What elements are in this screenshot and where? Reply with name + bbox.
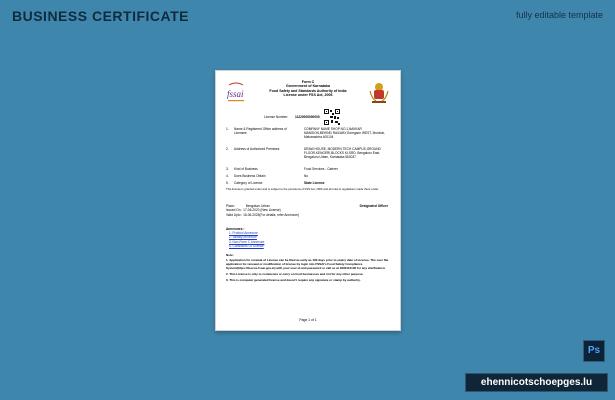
photoshop-icon: Ps (583, 340, 605, 362)
valid-upto: Valid Upto : 16-06-2025(For details, refer Annexure) (226, 212, 300, 217)
row-number: 2. (226, 147, 229, 151)
state-emblem-icon (368, 81, 390, 105)
page-number: Page 1 of 1 (299, 318, 317, 322)
notes-block (226, 254, 390, 282)
row-value: Food Services - Caterer (304, 167, 338, 171)
row-value: DRAW HOUSE, MODERN TECH CAMPUS,GROUND FLOOR,KENGERI,BLOCKS KLSRD, Bengaluru East, Bengaluru Urban, Karnataka 560037 (304, 147, 381, 159)
annexure-link-validity[interactable]: 2. Validity Annexure (229, 235, 257, 240)
annexure-title: Annexures : (226, 227, 245, 231)
row-number: 3. (226, 167, 229, 171)
row-label: Address of Authorized Premises (234, 147, 280, 151)
issued-on: Issued On : 17-06-2020 (New License) (226, 208, 281, 213)
license-number-label: License Number: (264, 115, 289, 119)
note-item: 1. Application for renewal of License can be filed as early as 180 days prior to expiry date of License. The user file application for renewal or modification of license by login into FSSAI's Food Safety Compliance System(https://foscos.fssai.gov.in) with your user id and password or call us at 1800112100 for any clarification. (226, 257, 389, 270)
page-title: BUSINESS CERTIFICATE (12, 8, 189, 24)
annexure-link-non-form-c[interactable]: 3. Non-Form C Annexure (229, 239, 265, 244)
annexure-list (226, 227, 264, 248)
document-header (250, 80, 366, 98)
form-title: Form C (301, 80, 315, 84)
note-item: 3. This is computer generated license and doesn't require any signature or stamp by authority. (226, 277, 361, 282)
row-number: 1. (226, 127, 229, 131)
row-label: Name & Registered Office address of Licensee (234, 127, 287, 135)
place-block (226, 204, 299, 217)
place-label: Place: (226, 204, 235, 208)
svg-text:fssai: fssai (227, 89, 244, 99)
notes-title: Note: (226, 253, 234, 257)
authority-name: Food Safety and Standards Authority of India (269, 88, 347, 93)
page-subtitle: fully editable template (515, 10, 603, 20)
row-label: Category of License (234, 181, 263, 185)
note-item: 2. This License is only to commence or carry on food businesses and not for any other purpose. (226, 271, 364, 276)
row-label: Does Business Obtain (234, 174, 266, 178)
license-number: 11220000000000 (295, 115, 320, 119)
license-act: License under FSS Act, 2006 (283, 93, 333, 98)
row-value: COMPANY NAME SHOP NO.1,NAVKAR MANSION,BEHIND RAILWAY,Goregaon WEST, Mumbai, Maharashtra 400104 (304, 127, 385, 139)
license-number-row (264, 115, 320, 119)
place-value: Bengaluru Urban (245, 204, 270, 208)
qr-code-icon (324, 109, 340, 125)
conformance-note: This license is granted under and is subject to the provisions of FSS Act, 2006 and all rules & regulations made there under. (226, 187, 379, 191)
annexure-link-conditions[interactable]: 4. Conditions Of License (229, 243, 264, 248)
fssai-logo-icon (226, 81, 246, 105)
row-value: No (304, 174, 309, 178)
annexure-link-product[interactable]: 1. Product Annexure (229, 231, 258, 236)
row-label: Kind of Business (234, 167, 258, 171)
certificate-document (215, 70, 401, 331)
government-name: Government of Karnataka (286, 84, 330, 89)
designated-officer: Designated Officer (359, 204, 388, 208)
row-value: State License (304, 181, 325, 185)
row-number: 5. (226, 181, 229, 185)
website-badge: ehennicotschoepges.lu (465, 373, 608, 392)
row-number: 4. (226, 174, 229, 178)
